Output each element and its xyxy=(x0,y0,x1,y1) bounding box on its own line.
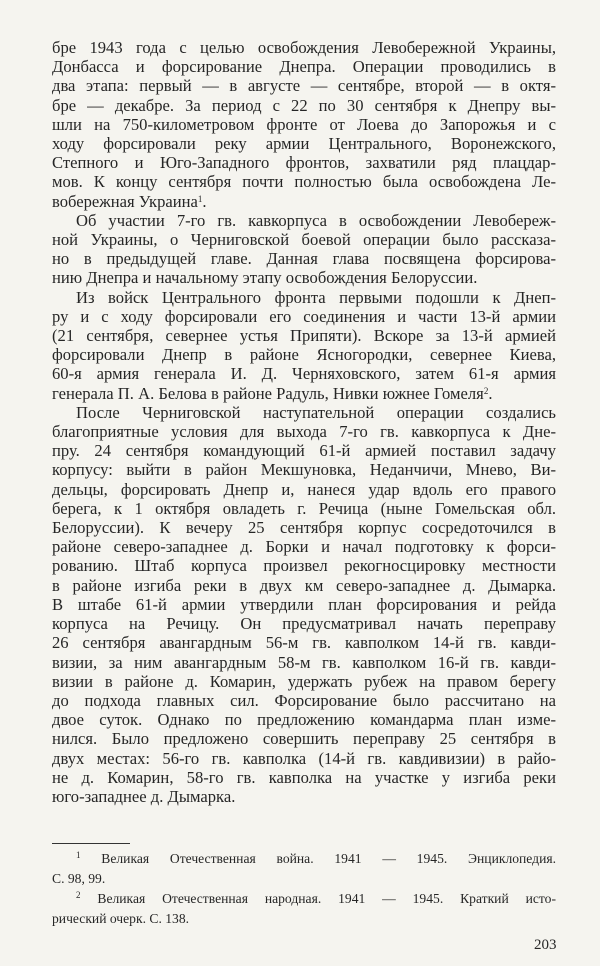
text-line xyxy=(52,460,556,479)
line-text: но в предыдущей главе. Данная глава посвящена форсирова- xyxy=(52,249,556,269)
line-text: В штабе 61-й армии утвердили план форсирования и рейда xyxy=(52,594,556,614)
line-text: пру. 24 сентября командующий 61-й армией поставил задачу xyxy=(52,441,556,461)
footnotes xyxy=(52,849,556,929)
line-text: Белоруссии). К вечеру 25 сентября корпус сосредоточился в xyxy=(52,518,556,538)
line-text: рический очерк. С. 138. xyxy=(52,911,190,926)
text-line xyxy=(52,268,556,287)
line-text: ходу форсировали реку армии Центрального, Воронежского, xyxy=(52,134,556,154)
line-text: шли на 750-километровом фронте от Лоева до Запорожья и с xyxy=(52,114,556,134)
footnote-divider xyxy=(52,843,130,844)
line-text: корпусу: выйти в район Мекшуновка, Неданчичи, Мнево, Ви- xyxy=(52,460,556,480)
text-line xyxy=(52,403,556,422)
footnote-reference: 1 xyxy=(197,193,203,204)
text-line xyxy=(52,787,556,806)
line-text: Из войск Центрального фронта первыми подошли к Днеп- xyxy=(76,287,556,307)
text-line xyxy=(52,288,556,307)
text-line xyxy=(52,230,556,249)
footnote-marker: 1 xyxy=(76,850,81,860)
text-line xyxy=(52,672,556,691)
line-text: не д. Комарин, 58-го гв. кавполка на участке у изгиба реки xyxy=(52,767,556,787)
body-text xyxy=(52,38,556,806)
text-line xyxy=(52,710,556,729)
text-line xyxy=(52,211,556,230)
text-line xyxy=(52,633,556,652)
line-text: визии, за ним авангардным 58-м гв. кавполком 16-й гв. кавди- xyxy=(52,652,556,672)
line-text: Степного и Юго-Западного фронтов, захватили ряд плацдар- xyxy=(52,153,556,173)
line-text: визии в районе д. Комарин, удержать рубеж на правом берегу xyxy=(52,671,556,691)
line-text: двое суток. Однако по предложению командарма план изме- xyxy=(52,710,556,730)
line-text: (21 сентября, севернее устья Припяти). Вскоре за 13-й армией xyxy=(52,326,556,346)
line-text: форсировали Днепр в районе Ясногородки, севернее Киева, xyxy=(52,345,556,365)
line-text: мов. К концу сентября почти полностью была освобождена Ле- xyxy=(52,172,556,192)
line-text: генерала П. А. Белова в районе Радуль, Нивки южнее Гомеля xyxy=(52,383,484,403)
text-line xyxy=(52,441,556,460)
text-line xyxy=(52,192,556,211)
line-text: Об участии 7-го гв. кавкорпуса в освобождении Левобереж- xyxy=(76,210,556,230)
text-line xyxy=(52,345,556,364)
line-text: бре — декабре. За период с 22 по 30 сентября к Днепру вы- xyxy=(52,95,556,115)
line-text: два этапа: первый — в августе — сентябре, второй — в октя- xyxy=(52,76,556,96)
text-line xyxy=(52,480,556,499)
text-line xyxy=(52,172,556,191)
text-line xyxy=(52,576,556,595)
footnote-line xyxy=(52,849,556,869)
line-text: Великая Отечественная народная. 1941 — 1945. Краткий исто- xyxy=(97,891,557,906)
page-number: 203 xyxy=(534,937,557,953)
text-line xyxy=(52,307,556,326)
line-text: ру и с ходу форсировали его соединения и части 13-й армии xyxy=(52,306,556,326)
line-text: Великая Отечественная война. 1941 — 1945. Энциклопедия. xyxy=(101,851,556,866)
line-text: вобережная Украина xyxy=(52,191,198,211)
line-text: нился. Было предложено совершить переправу 25 сентября в xyxy=(52,729,556,749)
text-line xyxy=(52,134,556,153)
line-text: После Черниговской наступательной операции создались xyxy=(76,402,556,422)
line-text: благоприятные условия для выхода 7-го гв. кавкорпуса к Дне- xyxy=(52,422,556,442)
line-tail: . xyxy=(488,383,493,403)
text-line xyxy=(52,537,556,556)
text-line xyxy=(52,422,556,441)
line-text: 60-я армия генерала И. Д. Черняховского, затем 61-я армия xyxy=(52,364,556,384)
text-line xyxy=(52,595,556,614)
text-line xyxy=(52,96,556,115)
text-line xyxy=(52,768,556,787)
text-line xyxy=(52,326,556,345)
text-line xyxy=(52,384,556,403)
text-line xyxy=(52,653,556,672)
line-text: двух местах: 56-го гв. кавполка (14-й гв. кавдивизии) в райо- xyxy=(52,748,556,768)
line-text: С. 98, 99. xyxy=(52,871,106,886)
line-text: дельцы, форсировать Днепр и, нанеся удар вдоль его правого xyxy=(52,479,556,499)
text-line xyxy=(52,556,556,575)
line-text: нию Днепра и начальному этапу освобождения Белоруссии. xyxy=(52,268,478,288)
text-line xyxy=(52,364,556,383)
line-text: бре 1943 года с целью освобождения Левобережной Украины, xyxy=(52,38,556,57)
line-text: в районе изгиба реки в двух км северо-западнее д. Дымарка. xyxy=(52,575,556,595)
line-tail: . xyxy=(202,191,207,211)
text-line xyxy=(52,38,556,57)
text-line xyxy=(52,115,556,134)
text-line xyxy=(52,749,556,768)
line-text: районе северо-западнее д. Борки и начал подготовку к форси- xyxy=(52,537,556,557)
line-text: юго-западнее д. Дымарка. xyxy=(52,786,236,806)
footnote-line xyxy=(52,909,556,929)
line-text: до подхода главных сил. Форсирование было рассчитано на xyxy=(52,690,556,710)
line-text: рованию. Штаб корпуса произвел рекогносцировку местности xyxy=(52,556,556,576)
footnote-marker: 2 xyxy=(76,890,81,900)
line-text: Донбасса и форсирование Днепра. Операции проводились в xyxy=(52,57,556,77)
text-line xyxy=(52,518,556,537)
line-text: корпуса на Речицу. Он предусматривал начать переправу xyxy=(52,614,556,634)
text-line xyxy=(52,57,556,76)
text-line xyxy=(52,499,556,518)
text-line xyxy=(52,249,556,268)
text-line xyxy=(52,729,556,748)
line-text: берега, к 1 октября овладеть г. Речица (ныне Гомельская обл. xyxy=(52,498,556,518)
footnote-reference: 2 xyxy=(483,385,489,396)
text-line xyxy=(52,153,556,172)
footnote-line xyxy=(52,869,556,889)
text-line xyxy=(52,691,556,710)
line-text: ной Украины, о Черниговской боевой операции было рассказа- xyxy=(52,230,556,250)
text-line xyxy=(52,76,556,95)
line-text: 26 сентября авангардным 56-м гв. кавполком 14-й гв. кавди- xyxy=(52,633,556,653)
text-line xyxy=(52,614,556,633)
footnote-line xyxy=(52,889,556,909)
